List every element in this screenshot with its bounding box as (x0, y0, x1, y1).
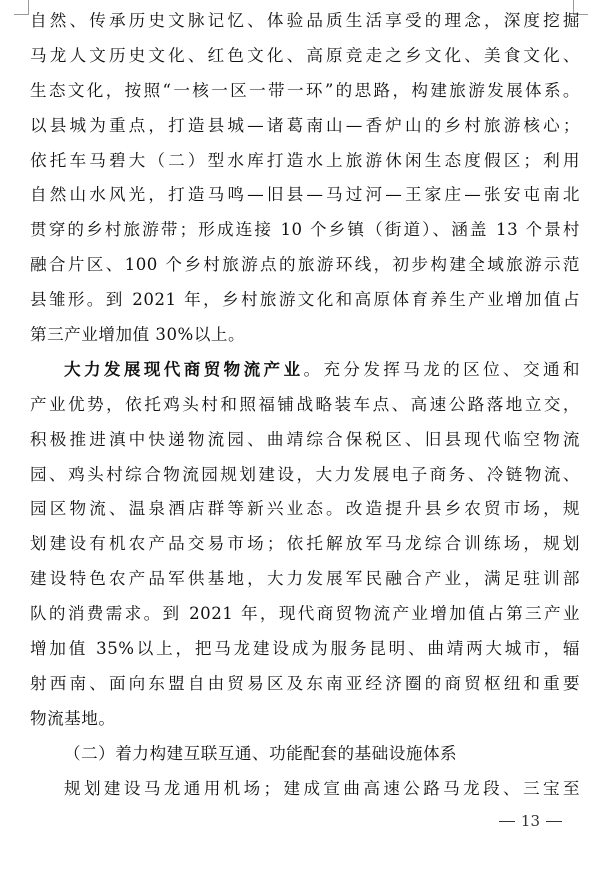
text-line: 建设特色农产品军供基地，大力发展军民融合产业，满足驻训部 (30, 569, 580, 589)
text-line: 园区物流、温泉酒店群等新兴业态。改造提升县乡农贸市场，规 (30, 499, 580, 519)
document-page (30, 4, 580, 806)
text-line: 队的消费需求。到 2021 年，现代商贸物流产业增加值占第三产业 (30, 604, 580, 624)
text-line: 生态文化，按照“一核一区一带一环”的思路，构建旅游发展体系。 (30, 80, 580, 100)
text-line: 贯穿的乡村旅游带；形成连接 10 个乡镇（街道）、涵盖 13 个景村 (30, 220, 580, 240)
text-line: 园、鸡头村综合物流园规划建设，大力发展电子商务、冷链物流、 (30, 464, 580, 484)
dash-left (499, 821, 515, 822)
text-line: 物流基地。 (30, 708, 116, 728)
page-number: 13 (520, 812, 540, 830)
section-heading: （二）着力构建互联互通、功能配套的基础设施体系 (64, 743, 458, 763)
text-line: 依托车马碧大（二）型水库打造水上旅游休闲生态度假区；利用 (30, 150, 580, 170)
text-line: 增加值 35%以上，把马龙建设成为服务昆明、曲靖两大城市，辐 (30, 639, 580, 659)
text-line: 积极推进滇中快递物流园、曲靖综合保税区、旧县现代临空物流 (30, 429, 580, 449)
paragraph-first-line (30, 353, 580, 388)
text-line: 第三产业增加值 30%以上。 (30, 325, 246, 345)
text-line: 县雏形。到 2021 年，乡村旅游文化和高原体育养生产业增加值占 (30, 290, 580, 310)
text-line: 产业优势，依托鸡头村和照福铺战略装车点、高速公路落地立交， (30, 394, 580, 414)
text-line: 自然、传承历史文脉记忆、体验品质生活享受的理念，深度挖掘 (30, 11, 580, 30)
text-line: 自然山水风光，打造马鸣—旧县—马过河—王家庄—张安屯南北 (30, 185, 580, 205)
text-line: 射西南、面向东盟自由贸易区及东南亚经济圈的商贸枢纽和重要 (30, 673, 580, 693)
paragraph-first-rest: 。充分发挥马龙的区位、交通和 (303, 359, 581, 379)
page-number-footer (499, 812, 562, 830)
paragraph-lead-bold: 大力发展现代商贸物流产业 (64, 359, 304, 379)
text-line: 划建设有机农产品交易市场；依托解放军马龙综合训练场，规划 (30, 534, 580, 554)
crop-mark-top-left (14, 0, 29, 15)
dash-right (546, 821, 562, 822)
text-line: 以县城为重点，打造县城—诸葛南山—香炉山的乡村旅游核心； (30, 115, 580, 135)
text-line: 马龙人文历史文化、红色文化、高原竞走之乡文化、美食文化、 (30, 45, 580, 65)
text-line: 融合片区、100 个乡村旅游点的旅游环线，初步构建全域旅游示范 (30, 255, 580, 275)
text-line: 规划建设马龙通用机场；建成宣曲高速公路马龙段、三宝至 (64, 778, 580, 798)
